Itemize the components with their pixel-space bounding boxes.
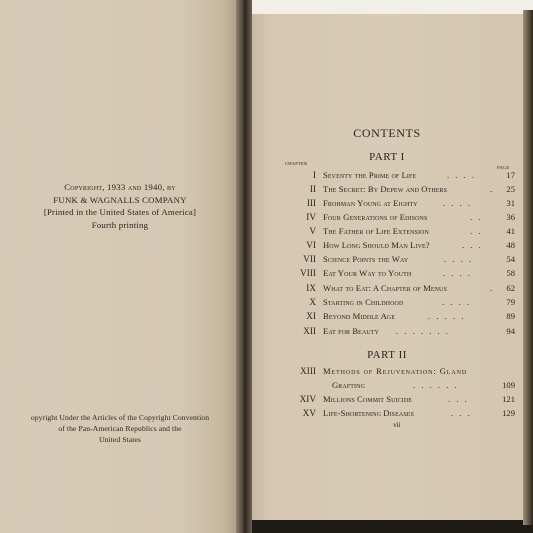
contents-title: CONTENTS — [353, 126, 421, 140]
chapter-number: III — [306, 198, 316, 208]
leader-dots: . . . . . — [428, 311, 466, 321]
page-number: 121 — [502, 394, 515, 404]
toc-row — [0, 311, 533, 325]
chapter-title: What to Eat: A Chapter of Menus — [323, 283, 447, 293]
chapter-title: The Father of Life Extension — [323, 226, 429, 236]
page-number: 62 — [506, 283, 515, 293]
page-number: 129 — [502, 408, 515, 418]
page-number: 89 — [506, 311, 515, 321]
leader-dots: . . . — [448, 394, 469, 404]
chapter-title: Millions Commit Suicide — [323, 394, 413, 404]
chapter-title: Eat Your Way to Youth — [323, 268, 412, 278]
toc-row — [0, 240, 533, 254]
toc-row — [0, 226, 533, 240]
chapter-number: XII — [303, 326, 316, 336]
toc-row — [0, 366, 533, 380]
page-number: 41 — [506, 226, 515, 236]
page-number: 54 — [506, 254, 515, 264]
leader-dots: . . . . — [443, 268, 473, 278]
chapter-title: Seventy the Prime of Life — [323, 170, 417, 180]
convention-line: United States — [98, 435, 141, 444]
chapter-title-continued: Grafting — [332, 380, 366, 390]
background-strip — [240, 0, 533, 14]
page-number: 36 — [506, 212, 515, 222]
page-folio: vii — [393, 421, 401, 429]
publisher-name: FUNK & WAGNALLS COMPANY — [53, 194, 187, 205]
chapter-number: X — [309, 297, 316, 307]
chapter-number: VII — [303, 254, 316, 264]
chapter-title: Life-Shortening Diseases — [323, 408, 414, 418]
chapter-title: Frohman Young at Eighty — [323, 198, 418, 208]
leader-dots: . — [490, 184, 495, 194]
chapter-number: XIII — [300, 366, 316, 376]
page-number: 79 — [506, 297, 515, 307]
chapter-number: V — [309, 226, 316, 236]
chapter-title: Methods of Rejuvenation: Gland — [323, 366, 468, 376]
toc-row — [0, 408, 533, 422]
page-number: 58 — [506, 268, 515, 278]
chapter-number: XI — [306, 311, 316, 321]
page-number: 48 — [506, 240, 515, 250]
part-title: PART II — [367, 349, 407, 361]
leader-dots: . . . . — [447, 170, 477, 180]
leader-dots: . . . — [451, 408, 472, 418]
page-number: 109 — [502, 380, 515, 390]
leader-dots: . . . — [462, 240, 483, 250]
toc-row — [0, 198, 533, 212]
chapter-number: IV — [306, 212, 316, 222]
toc-row — [0, 212, 533, 226]
chapter-column-label: CHAPTER — [285, 161, 308, 166]
convention-line: opyright Under the Articles of the Copyright Convention — [30, 413, 210, 422]
chapter-number: II — [309, 184, 316, 194]
leader-dots: . . . . — [442, 297, 472, 307]
chapter-title: Starting in Childhood — [323, 297, 404, 307]
leader-dots: . . — [470, 226, 483, 236]
chapter-title: Four Generations of Edisons — [323, 212, 428, 222]
toc-row — [0, 297, 533, 311]
chapter-number: VI — [306, 240, 316, 250]
chapter-number: I — [312, 170, 316, 180]
page-number: 94 — [506, 326, 515, 336]
convention-line: of the Pan-American Republics and the — [58, 424, 182, 433]
leader-dots: . . . . . . . — [396, 326, 450, 336]
chapter-number: XV — [302, 408, 316, 418]
chapter-title: Science Points the Way — [323, 254, 409, 264]
toc-row — [0, 326, 533, 340]
chapter-title: Beyond Middle Age — [323, 311, 396, 321]
toc-row — [0, 184, 533, 198]
toc-row — [0, 170, 533, 184]
chapter-title: The Secret: By Depew and Others — [323, 184, 448, 194]
leader-dots: . . . . — [444, 254, 474, 264]
printing-line: Fourth printing — [91, 219, 149, 230]
toc-row — [0, 394, 533, 408]
copyright-line: Copyright, 1933 and 1940, by — [64, 182, 176, 192]
leader-dots: . — [490, 283, 495, 293]
page-column-label: PAGE — [497, 165, 510, 170]
toc-row — [0, 380, 533, 394]
toc-row — [0, 254, 533, 268]
chapter-title: Eat for Beauty — [323, 326, 380, 336]
chapter-number: VIII — [300, 268, 316, 278]
toc-row — [0, 268, 533, 282]
toc-row — [0, 283, 533, 297]
page-number: 17 — [506, 170, 515, 180]
printed-in-line: [Printed in the United States of America] — [43, 207, 197, 217]
page-number: 31 — [506, 198, 515, 208]
chapter-number: IX — [306, 283, 316, 293]
part-title: PART I — [369, 151, 405, 163]
chapter-title: How Long Should Man Live? — [323, 240, 430, 250]
leader-dots: . . . . — [443, 198, 473, 208]
leader-dots: . . . . . . — [413, 380, 459, 390]
page-number: 25 — [506, 184, 515, 194]
leader-dots: . . — [470, 212, 483, 222]
chapter-number: XIV — [299, 394, 316, 404]
